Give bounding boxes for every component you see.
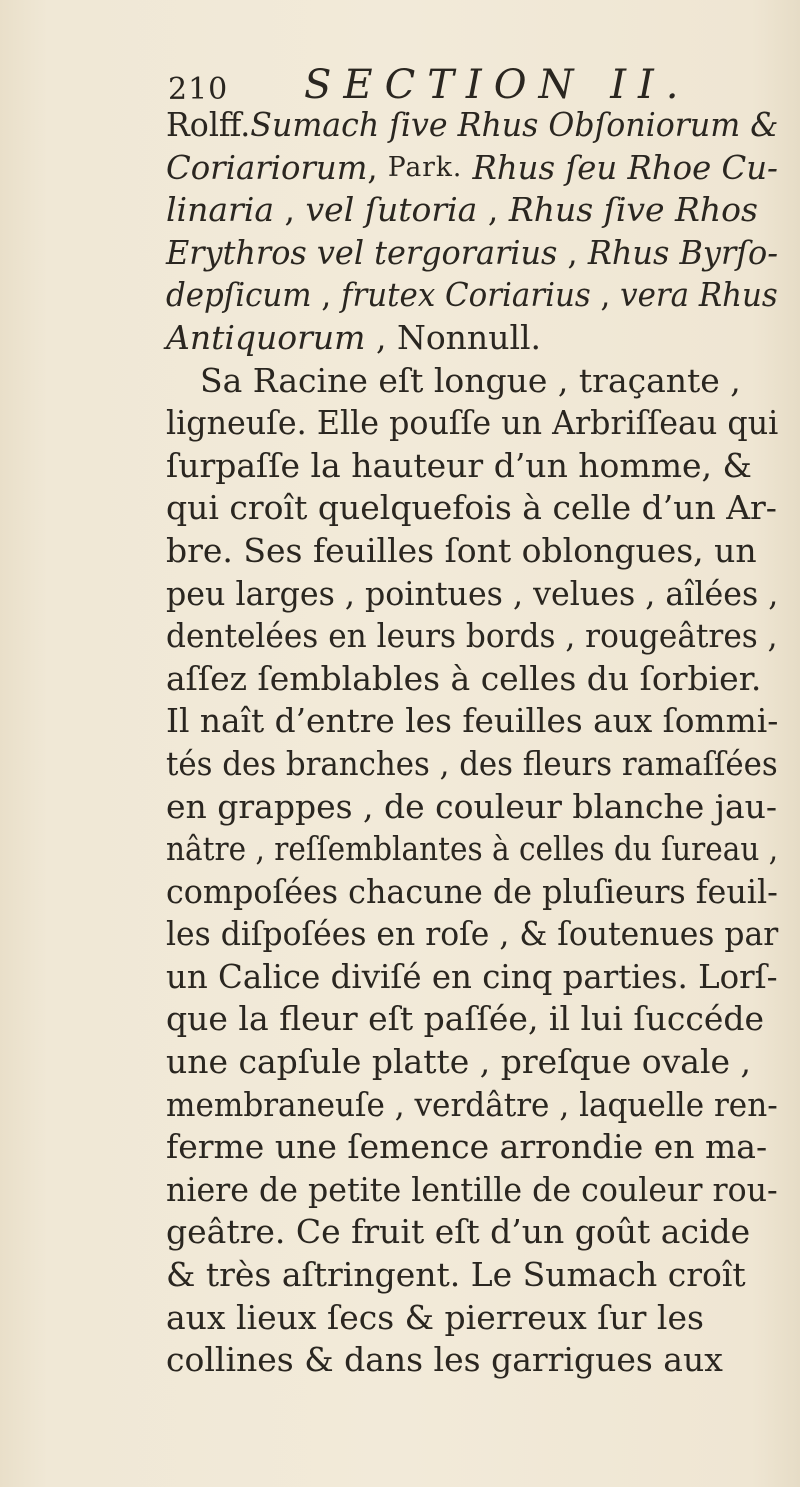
text-line bbox=[166, 147, 778, 190]
line-content bbox=[166, 147, 778, 190]
text-segment: qui croît quelquefois à celle d’un Ar- bbox=[166, 488, 777, 528]
text-segment: nâtre , reſſemblantes à celles du ſureau , bbox=[166, 829, 779, 869]
text-line bbox=[166, 700, 778, 743]
text-segment: collines & dans les garrigues aux bbox=[166, 1340, 723, 1380]
text-segment: peu larges , pointues , velues , aîlées , bbox=[166, 573, 779, 613]
text-line bbox=[166, 232, 778, 275]
text-segment: que la fleur eſt paſſée, il lui ſuccéde bbox=[166, 999, 764, 1039]
line-content bbox=[166, 615, 778, 658]
text-line bbox=[166, 1211, 778, 1254]
text-segment: en grappes , de couleur blanche jau- bbox=[166, 786, 778, 826]
text-segment: tés des branches , des fleurs ramaſſées bbox=[166, 743, 778, 783]
text-segment: ſurpaſſe la hauteur d’un homme, & bbox=[166, 445, 752, 485]
text-segment: aux lieux ſecs & pierreux ſur les bbox=[166, 1297, 704, 1337]
text-segment: Rolff. bbox=[166, 105, 251, 144]
text-line bbox=[166, 104, 778, 147]
text-line bbox=[166, 573, 778, 616]
text-line bbox=[166, 913, 778, 956]
line-content bbox=[166, 104, 779, 147]
line-content bbox=[166, 998, 778, 1041]
line-content bbox=[166, 1297, 778, 1340]
text-line bbox=[166, 828, 778, 871]
text-line bbox=[166, 487, 778, 530]
line-content bbox=[166, 189, 778, 232]
text-segment: ligneuſe. Elle pouſſe un Arbriſſeau qui bbox=[166, 403, 779, 443]
text-segment: dentelées en leurs bords , rougeâtres , bbox=[166, 616, 778, 656]
line-content bbox=[200, 360, 778, 403]
body-text bbox=[166, 104, 778, 1382]
line-content bbox=[166, 274, 778, 317]
text-line bbox=[166, 658, 778, 701]
text-segment: aſſez ſemblables à celles du ſorbier. bbox=[166, 658, 762, 698]
text-segment: niere de petite lentille de couleur rou- bbox=[166, 1169, 778, 1209]
text-line bbox=[166, 274, 778, 317]
text-line bbox=[166, 1297, 778, 1340]
line-content bbox=[166, 871, 778, 914]
text-segment: bre. Ses feuilles ſont oblongues, un bbox=[166, 530, 757, 570]
text-line bbox=[166, 402, 778, 445]
line-content bbox=[166, 658, 778, 701]
text-line bbox=[166, 786, 778, 829]
text-segment: une capſule platte , preſque ovale , bbox=[166, 1042, 752, 1082]
text-segment: , bbox=[367, 147, 388, 187]
text-segment: Rhus Byrſo- bbox=[587, 232, 779, 272]
line-content bbox=[166, 743, 778, 786]
text-line bbox=[166, 743, 778, 786]
line-content bbox=[166, 956, 778, 999]
text-segment: Il naît d’entre les feuilles aux ſommi- bbox=[166, 701, 779, 741]
text-segment: Coriariorum bbox=[166, 147, 368, 187]
text-line bbox=[166, 1084, 778, 1127]
text-segment: Rhus ſive Rhos bbox=[508, 190, 758, 230]
line-content bbox=[166, 445, 778, 488]
text-segment: , Nonnull. bbox=[365, 317, 542, 357]
line-content bbox=[166, 913, 779, 956]
text-segment: compoſées chacune de pluſieurs feuil- bbox=[166, 871, 778, 911]
text-segment: vel ſutoria bbox=[305, 190, 478, 230]
text-line bbox=[166, 1126, 778, 1169]
line-content bbox=[166, 530, 778, 573]
text-segment: depſicum bbox=[166, 275, 312, 315]
text-segment: ferme une ſemence arrondie en ma- bbox=[166, 1127, 768, 1167]
text-line bbox=[166, 998, 778, 1041]
text-segment: Sa Racine eſt longue , traçante , bbox=[200, 360, 741, 400]
text-segment: les diſpoſées en roſe , & ſoutenues par bbox=[166, 914, 779, 954]
text-segment: frutex Coriarius bbox=[341, 275, 591, 315]
text-segment: Antiquorum bbox=[166, 317, 366, 357]
line-content bbox=[166, 786, 778, 829]
line-content bbox=[166, 1126, 778, 1169]
line-content bbox=[166, 487, 778, 530]
text-line bbox=[166, 1169, 778, 1212]
text-line bbox=[166, 1254, 778, 1297]
text-segment: , bbox=[557, 232, 588, 272]
line-content bbox=[166, 1211, 778, 1254]
text-segment: , bbox=[311, 275, 342, 315]
text-line bbox=[166, 1339, 778, 1382]
line-content bbox=[166, 1041, 778, 1084]
text-line bbox=[166, 360, 778, 403]
text-line bbox=[166, 1041, 778, 1084]
line-content bbox=[166, 1084, 778, 1127]
text-line bbox=[166, 445, 778, 488]
text-segment: Erythros vel tergorarius bbox=[166, 232, 558, 272]
line-content bbox=[166, 232, 779, 275]
line-content bbox=[166, 828, 779, 871]
text-segment: Rhus ſeu Rhoe Cu- bbox=[462, 147, 778, 187]
text-line bbox=[166, 871, 778, 914]
text-line bbox=[166, 317, 778, 360]
text-segment: , bbox=[274, 190, 306, 230]
text-segment: Sumach ſive Rhus Obſoniorum & bbox=[250, 105, 779, 144]
text-segment: geâtre. Ce fruit eſt d’un goût acide bbox=[166, 1212, 751, 1252]
text-segment: linaria bbox=[166, 190, 275, 230]
line-content bbox=[166, 700, 779, 743]
text-line bbox=[166, 615, 778, 658]
text-segment: , bbox=[590, 275, 621, 315]
text-line bbox=[166, 189, 778, 232]
text-segment: vera Rhus bbox=[620, 275, 778, 315]
text-line bbox=[166, 956, 778, 999]
line-content bbox=[166, 1169, 778, 1212]
line-content bbox=[166, 573, 779, 616]
line-content bbox=[166, 1254, 778, 1297]
text-segment: membraneuſe , verdâtre , laquelle ren- bbox=[166, 1084, 778, 1124]
page-number: 210 bbox=[168, 72, 229, 107]
text-segment: un Calice diviſé en cinq parties. Lorſ- bbox=[166, 956, 778, 996]
running-head: SECTION II. bbox=[304, 62, 691, 108]
text-segment: , bbox=[477, 190, 509, 230]
line-content bbox=[166, 402, 779, 445]
text-line bbox=[166, 530, 778, 573]
line-content bbox=[166, 317, 778, 360]
text-segment: & très aſtringent. Le Sumach croît bbox=[166, 1255, 746, 1295]
text-segment: Park. bbox=[387, 151, 463, 183]
line-content bbox=[166, 1339, 778, 1382]
